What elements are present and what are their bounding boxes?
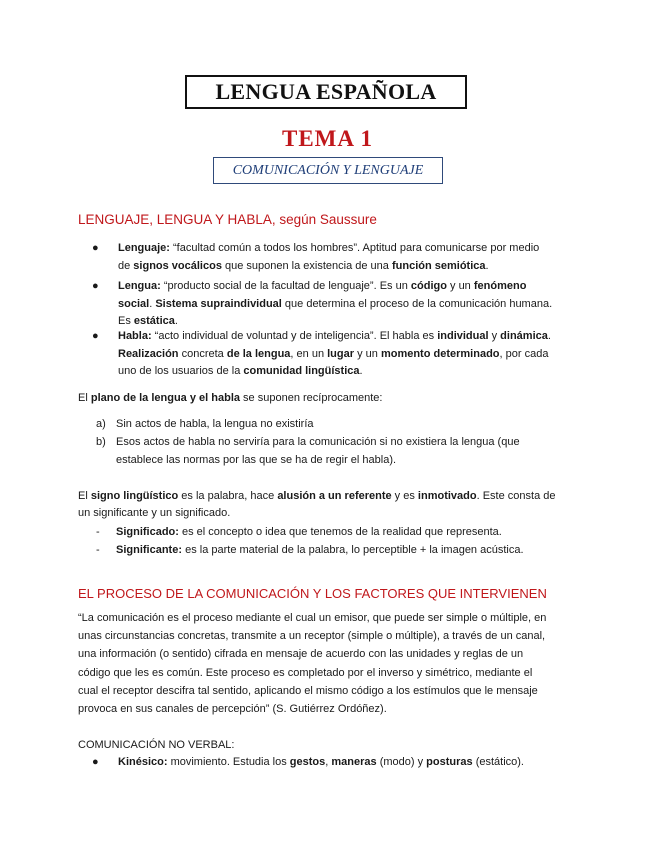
bold-span: plano de la lengua y el habla	[90, 392, 240, 404]
paragraph-line: un significante y un significado.	[78, 507, 231, 519]
paragraph-line	[78, 488, 578, 505]
text-span: es el concepto o idea que tenemos de la realidad que representa.	[178, 526, 502, 538]
text-span: es la palabra, hace	[178, 490, 278, 502]
text-span: .	[485, 259, 489, 272]
bold-span: gestos	[289, 756, 326, 768]
bullet-item-lengua	[92, 278, 562, 331]
term-label: Significado:	[116, 526, 179, 538]
bold-span: código	[410, 280, 447, 292]
text-span: de	[118, 259, 134, 272]
bold-span: comunidad lingüística	[243, 365, 360, 377]
no-verbal-heading: COMUNICACIÓN NO VERBAL:	[78, 739, 235, 751]
term-label: Significante:	[116, 544, 183, 556]
text-span: El	[78, 392, 91, 404]
list-text: Esos actos de habla no serviría para la comunicación si no existiera la lengua (que	[116, 436, 520, 448]
dash-item-significante	[96, 541, 556, 559]
text-span: ,	[325, 756, 332, 768]
bold-span: Sistema supraindividual	[155, 297, 282, 310]
term-label: Kinésico:	[118, 756, 168, 768]
list-item-a	[96, 415, 556, 433]
bold-span: posturas	[426, 756, 473, 768]
bullet-item-lenguaje	[92, 240, 562, 275]
text-span: .	[547, 330, 551, 342]
document-title	[185, 75, 467, 109]
text-span: Es	[118, 315, 134, 327]
list-marker: a)	[96, 418, 106, 430]
text-span: .	[174, 315, 178, 327]
text-span: . Este consta de	[476, 490, 556, 502]
bold-span: Realización	[118, 347, 179, 360]
section-heading-comunicacion: EL PROCESO DE LA COMUNICACIÓN Y LOS FACTORES QUE INTERVIENEN	[78, 586, 547, 601]
text-span: es la parte material de la palabra, lo perceptible + la imagen acústica.	[182, 544, 524, 556]
list-item-b	[96, 433, 556, 469]
text-span: que determina el proceso de la comunicación humana.	[281, 297, 553, 310]
bullet-dot-icon: ●	[92, 242, 99, 254]
bold-span: función semiótica	[391, 259, 486, 272]
bold-span: individual	[437, 330, 489, 342]
bullet-line	[118, 240, 562, 258]
text-span: .	[359, 365, 363, 377]
dash-marker: -	[96, 526, 100, 538]
bold-span: inmotivado	[417, 490, 477, 502]
bullet-line	[118, 328, 562, 346]
term-label: Lenguaje:	[118, 242, 170, 254]
bold-span: lugar	[327, 347, 355, 360]
section-heading-saussure: LENGUAJE, LENGUA Y HABLA, según Saussure	[78, 212, 377, 227]
bullet-item-habla	[92, 328, 562, 381]
bold-span: momento determinado	[380, 347, 500, 360]
text-span: “acto individual de voluntad y de inteligencia”. El habla es	[151, 330, 438, 342]
text-span: , por cada	[499, 347, 549, 360]
bold-span: signo lingüístico	[90, 490, 179, 502]
bullet-line	[118, 278, 562, 296]
list-text: Sin actos de habla, la lengua no existiría	[116, 418, 314, 430]
dash-item-significado	[96, 523, 556, 541]
text-span: “facultad común a todos los hombres”. Aptitud para comunicarse por medio	[169, 242, 540, 254]
bold-span: alusión a un referente	[277, 490, 392, 502]
quote-line: unas circunstancias concretas, transmite a un receptor (simple o múltiple), a través de un canal,	[78, 630, 546, 643]
text-span: que suponen la existencia de una	[221, 259, 392, 272]
bold-span: estática	[133, 315, 175, 327]
quote-line: una información (o sentido) cifrada en mensaje de acuerdo con las unidades y reglas de un	[78, 648, 524, 661]
text-span: El	[78, 490, 91, 502]
quote-line: cual el receptor descifra tal sentido, aplicando el mismo código a los estímulos que le mensaje	[78, 684, 538, 697]
bold-span: dinámica	[500, 330, 548, 342]
text-span: y	[488, 330, 501, 342]
text-span: , en un	[290, 347, 328, 360]
bullet-line	[118, 363, 562, 381]
bullet-line	[118, 258, 562, 276]
text-span: .	[149, 297, 156, 310]
bullet-line	[118, 296, 562, 314]
text-span: se suponen recíprocamente:	[240, 392, 383, 404]
signo-paragraph	[78, 488, 578, 522]
document-title-text: LENGUA ESPAÑOLA	[215, 79, 437, 104]
list-text: establece las normas por las que se ha de regir el habla).	[116, 454, 397, 466]
bold-span: social	[118, 297, 150, 310]
term-label: Habla:	[118, 330, 152, 342]
bold-span: maneras	[331, 756, 377, 768]
quote-line: código que les es común. Este proceso es completado por el inverso y simétrico, mediante el	[78, 666, 533, 679]
bullet-dot-icon: ●	[92, 330, 99, 342]
text-span: uno de los usuarios de la	[118, 365, 244, 377]
bullet-dot-icon: ●	[92, 756, 99, 768]
subtitle-text: COMUNICACIÓN Y LENGUAJE	[232, 162, 424, 178]
dash-marker: -	[96, 544, 100, 556]
text-span: y un	[446, 280, 474, 292]
text-span: “producto social de la facultad de lenguaje”. Es un	[160, 280, 411, 292]
bold-span: signos vocálicos	[133, 259, 222, 272]
bullet-line	[118, 346, 562, 364]
plano-paragraph	[78, 390, 382, 407]
term-label: Lengua:	[118, 280, 161, 292]
quote-paragraph	[78, 609, 598, 718]
quote-line: provoca en sus canales de percepción” (S. Gutiérrez Ordóñez).	[78, 703, 387, 716]
bullet-dot-icon: ●	[92, 280, 99, 292]
list-marker: b)	[96, 436, 106, 448]
subtitle-box	[213, 157, 443, 184]
tema-heading: TEMA 1	[282, 126, 373, 151]
text-span: y un	[354, 347, 381, 360]
bullet-item-kinesico	[92, 754, 562, 772]
text-span: (modo) y	[376, 756, 427, 768]
quote-line: “La comunicación es el proceso mediante el cual un emisor, que puede ser simple o múltiple, en	[78, 612, 547, 624]
bold-span: fenómeno	[473, 280, 527, 292]
text-span: movimiento. Estudia los	[167, 756, 290, 768]
text-span: concreta	[178, 347, 227, 360]
text-span: (estático).	[472, 756, 524, 768]
bold-span: de la lengua	[226, 347, 291, 360]
text-span: y es	[391, 490, 418, 502]
